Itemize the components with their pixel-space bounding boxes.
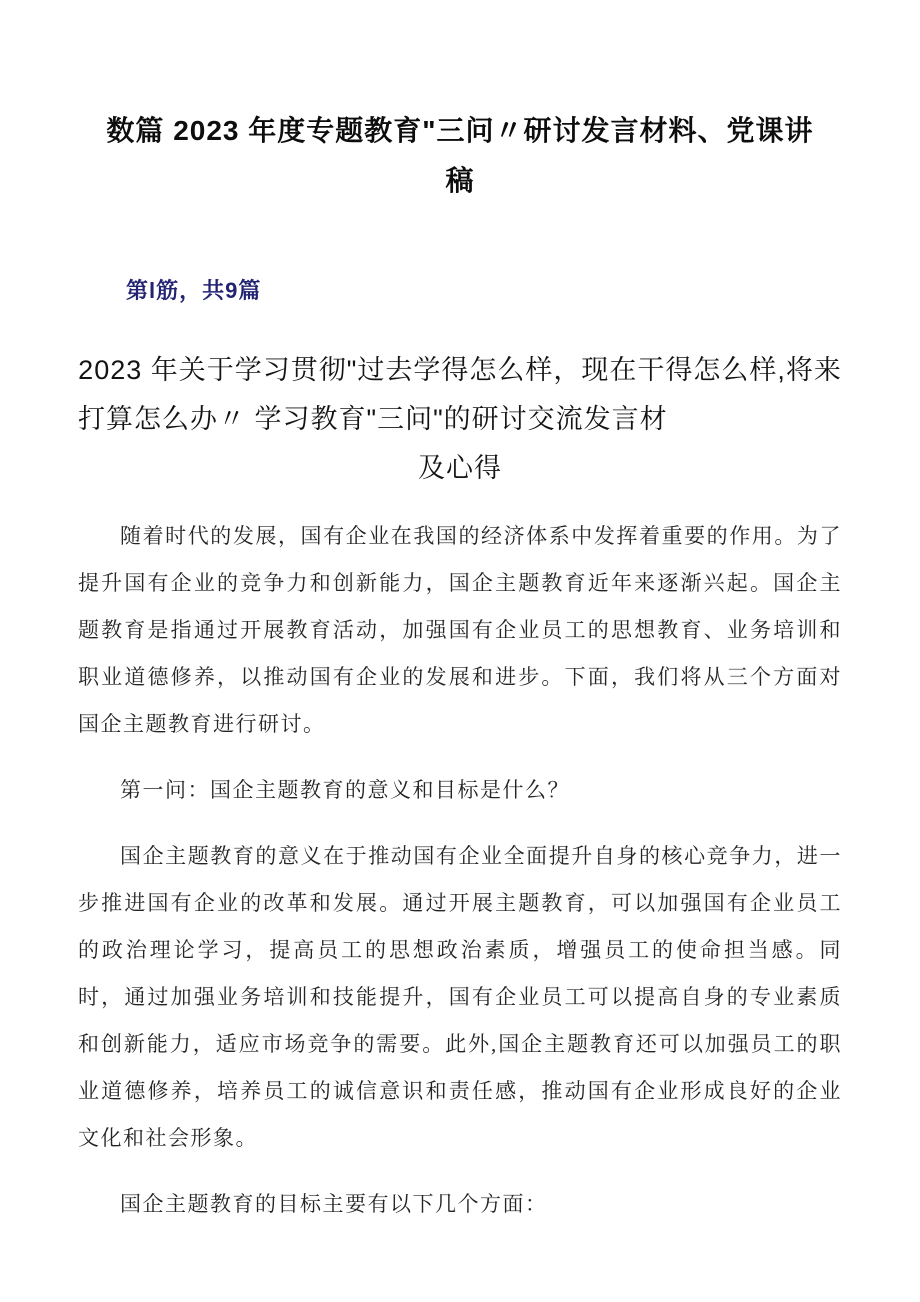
body-paragraph: 国企主题教育的目标主要有以下几个方面： — [120, 1192, 548, 1216]
article-subtitle-line-2: 打算怎么办〃 学习教育"三问"的研讨交流发言材 — [78, 404, 668, 434]
article-subtitle-line-3: 及心得 — [418, 453, 502, 483]
body-paragraph: 国企主题教育的意义在于推动国有企业全面提升自身的核心竞争力，进一步推进国有企业的改革和发展。通过开展主题教育，可以加强国有企业员工的政治理论学习，提高员工的思想政治素质，增强员工的使命担当感。同时，通过加强业务培训和技能提升，国有企业员工可以提高自身的专业素质和创新能力，适应市场竞争的需要。此外,国企主题教育还可以加强员工的职业道德修养，培养员工的诚信意识和责任感，推动国有企业形成良好的企业文化和社会形象。 — [78, 844, 842, 1150]
document-title-line-1: 数篇 2023 年度专题教育"三问〃研讨发言材料、党课讲 — [106, 115, 814, 146]
body-paragraph: 第一问：国企主题教育的意义和目标是什么？ — [120, 778, 570, 802]
document-body — [78, 513, 842, 1228]
document-title — [78, 0, 842, 206]
section-label: 第l筋，共9篇 — [126, 278, 262, 303]
document-title-line-2: 稿 — [445, 165, 475, 196]
article-subtitle-line-1: 2023 年关于学习贯彻"过去学得怎么样，现在干得怎么样,将来 — [78, 355, 842, 385]
body-paragraph: 随着时代的发展，国有企业在我国的经济体系中发挥着重要的作用。为了提升国有企业的竞争力和创新能力，国企主题教育近年来逐渐兴起。国企主题教育是指通过开展教育活动，加强国有企业员工的思想教育、业务培训和职业道德修养，以推动国有企业的发展和进步。下面，我们将从三个方面对国企主题教育进行研讨。 — [78, 524, 842, 736]
article-subtitle — [78, 346, 842, 493]
